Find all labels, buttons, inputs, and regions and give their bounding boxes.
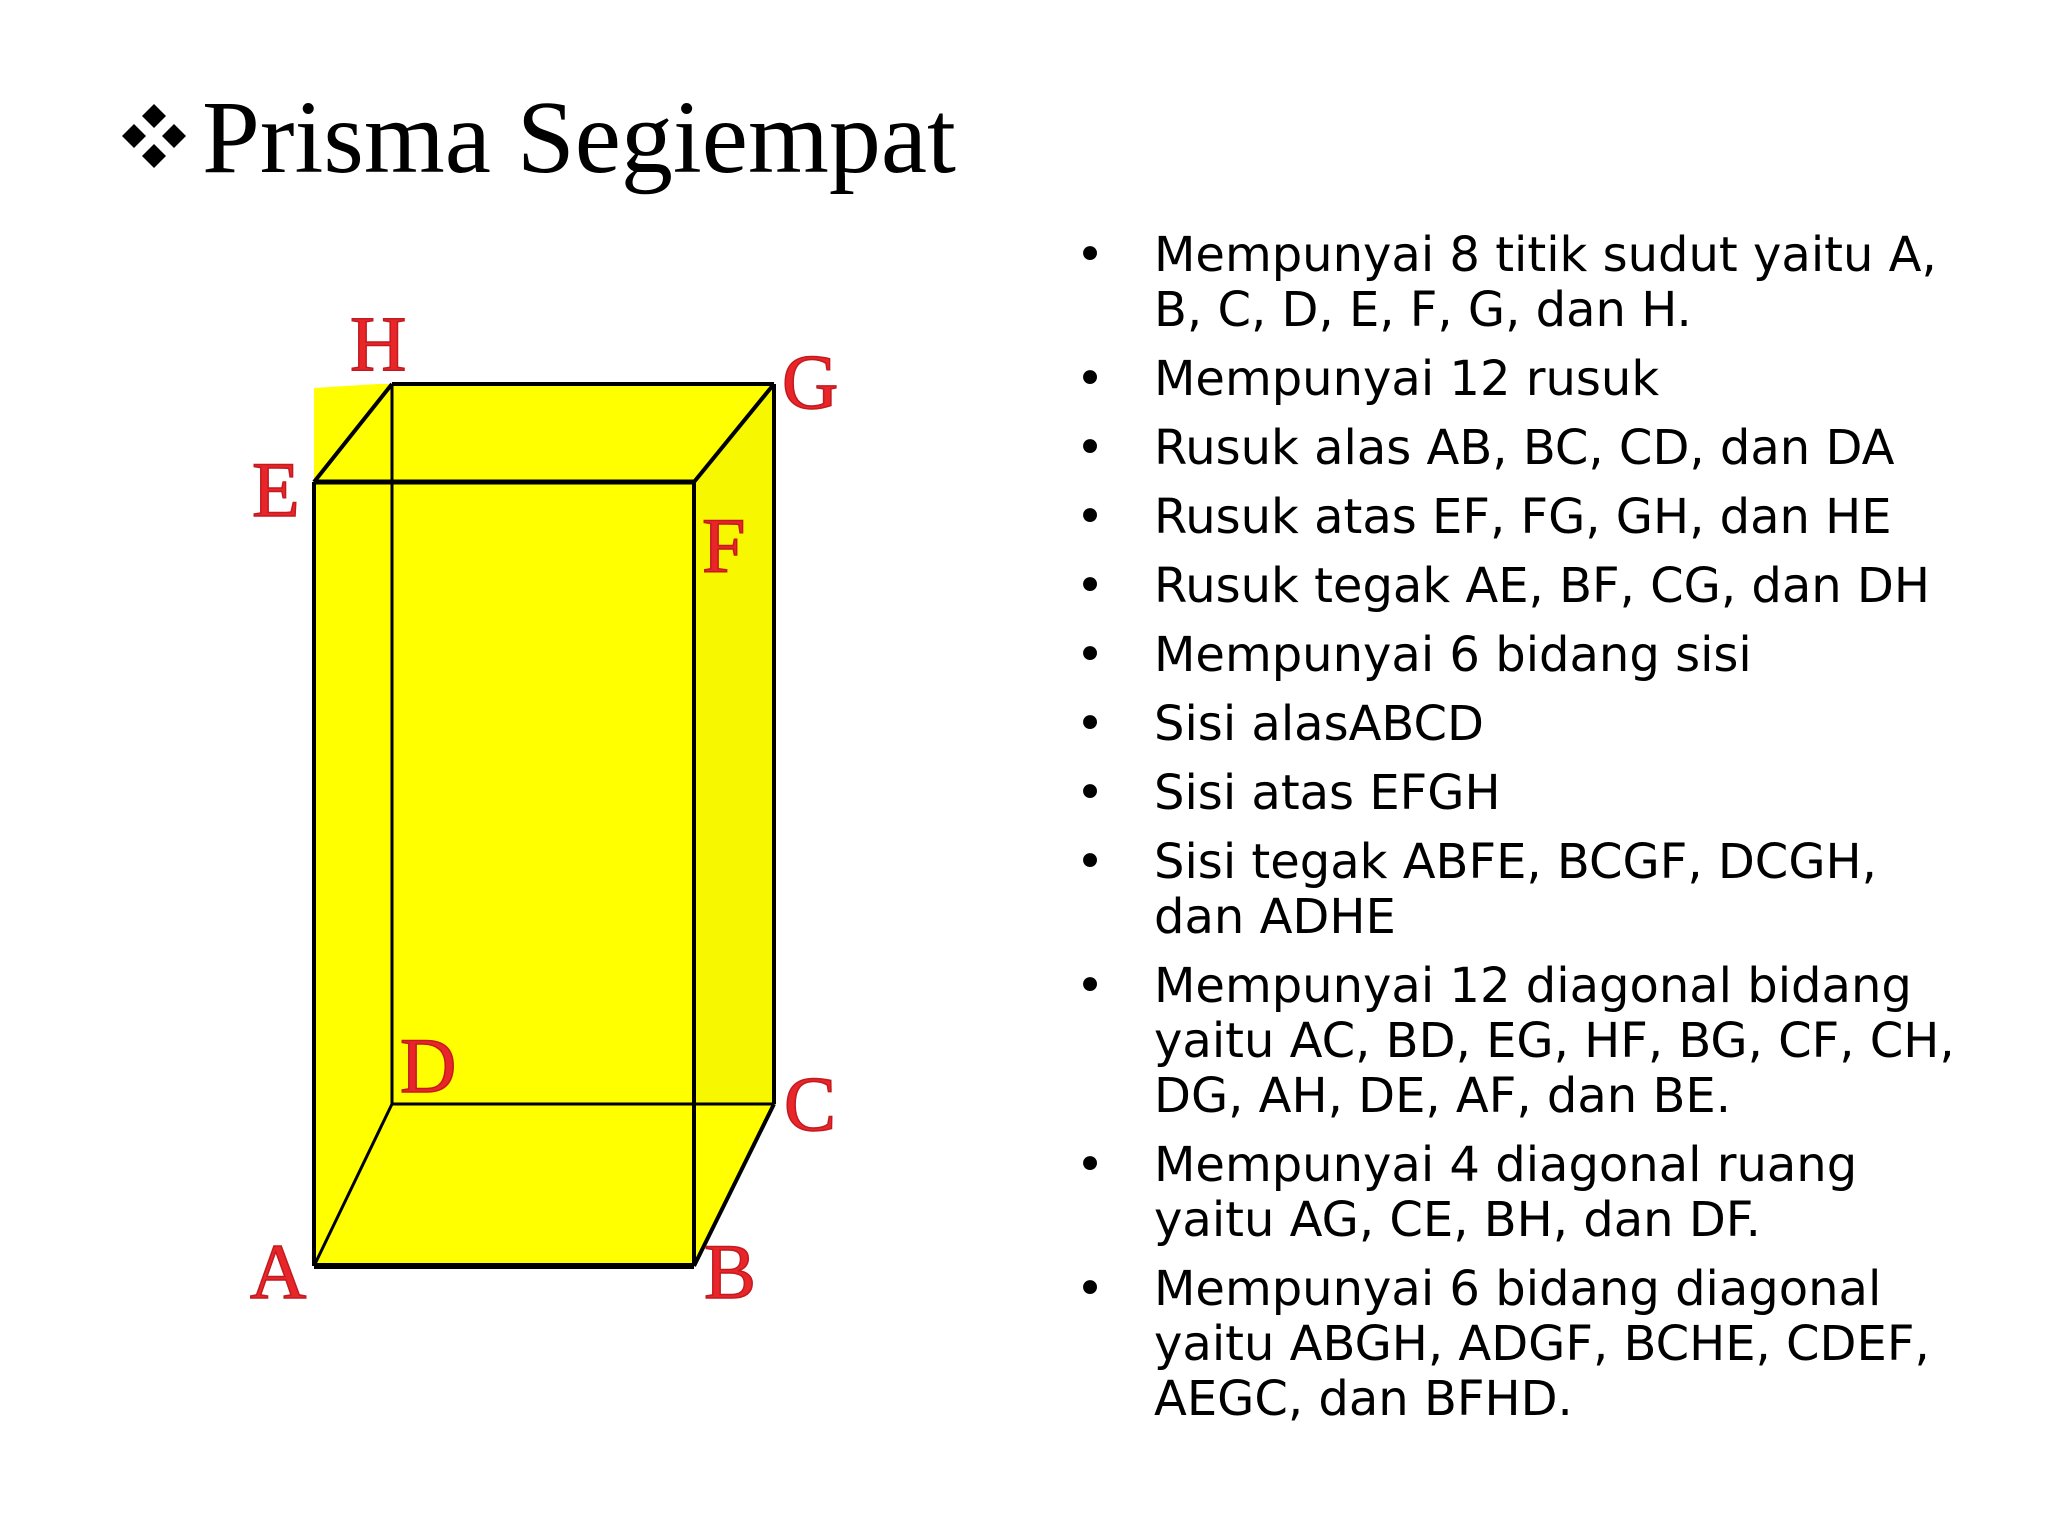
vertex-label-d: D: [400, 1022, 457, 1109]
bullet-dot-icon: •: [1075, 1261, 1105, 1317]
vertex-label-a: A: [250, 1228, 307, 1315]
vertex-label-h: H: [350, 300, 407, 387]
prism-svg: [230, 290, 930, 1510]
list-item: • Rusuk atas EF, FG, GH, dan HE: [1068, 490, 1968, 545]
prism-figure: [230, 290, 930, 1510]
list-item: • Rusuk tegak AE, BF, CG, dan DH: [1068, 559, 1968, 614]
list-item: • Mempunyai 12 rusuk: [1068, 352, 1968, 407]
bullet-dot-icon: •: [1075, 227, 1105, 283]
list-item: • Rusuk alas AB, BC, CD, dan DA: [1068, 421, 1968, 476]
bullet-dot-icon: •: [1075, 420, 1105, 476]
bullet-dot-icon: •: [1075, 765, 1105, 821]
list-item: • Mempunyai 12 diagonal bidang yaitu AC, BD, EG, HF, BG, CF, CH, DG, AH, DE, AF, dan BE.: [1068, 959, 1968, 1124]
bullet-dot-icon: •: [1075, 696, 1105, 752]
bullet-dot-icon: •: [1075, 489, 1105, 545]
list-item: • Mempunyai 6 bidang sisi: [1068, 628, 1968, 683]
list-item: • Sisi alasABCD: [1068, 697, 1968, 752]
list-item: • Mempunyai 8 titik sudut yaitu A, B, C, D, E, F, G, dan H.: [1068, 228, 1968, 338]
bullet-dot-icon: •: [1075, 351, 1105, 407]
list-item: • Sisi atas EFGH: [1068, 766, 1968, 821]
list-item: • Mempunyai 6 bidang diagonal yaitu ABGH, ADGF, BCHE, CDEF, AEGC, dan BFHD.: [1068, 1262, 1968, 1427]
vertex-label-e: E: [252, 446, 300, 533]
vertex-label-c: C: [784, 1060, 837, 1147]
four-diamond-bullet-icon: [112, 96, 196, 180]
vertex-label-b: B: [704, 1228, 757, 1315]
slide-title-text: Prisma Segiempat: [202, 80, 956, 195]
list-item: • Sisi tegak ABFE, BCGF, DCGH, dan ADHE: [1068, 835, 1968, 945]
property-list: [1068, 228, 1968, 1441]
bullet-dot-icon: •: [1075, 627, 1105, 683]
list-item: • Mempunyai 4 diagonal ruang yaitu AG, CE, BH, dan DF.: [1068, 1138, 1968, 1248]
vertex-label-g: G: [782, 338, 839, 425]
bullet-dot-icon: •: [1075, 958, 1105, 1014]
vertex-label-f: F: [702, 502, 746, 589]
slide-title: [112, 78, 956, 198]
bullet-dot-icon: •: [1075, 558, 1105, 614]
bullet-dot-icon: •: [1075, 1137, 1105, 1193]
bullet-dot-icon: •: [1075, 834, 1105, 890]
